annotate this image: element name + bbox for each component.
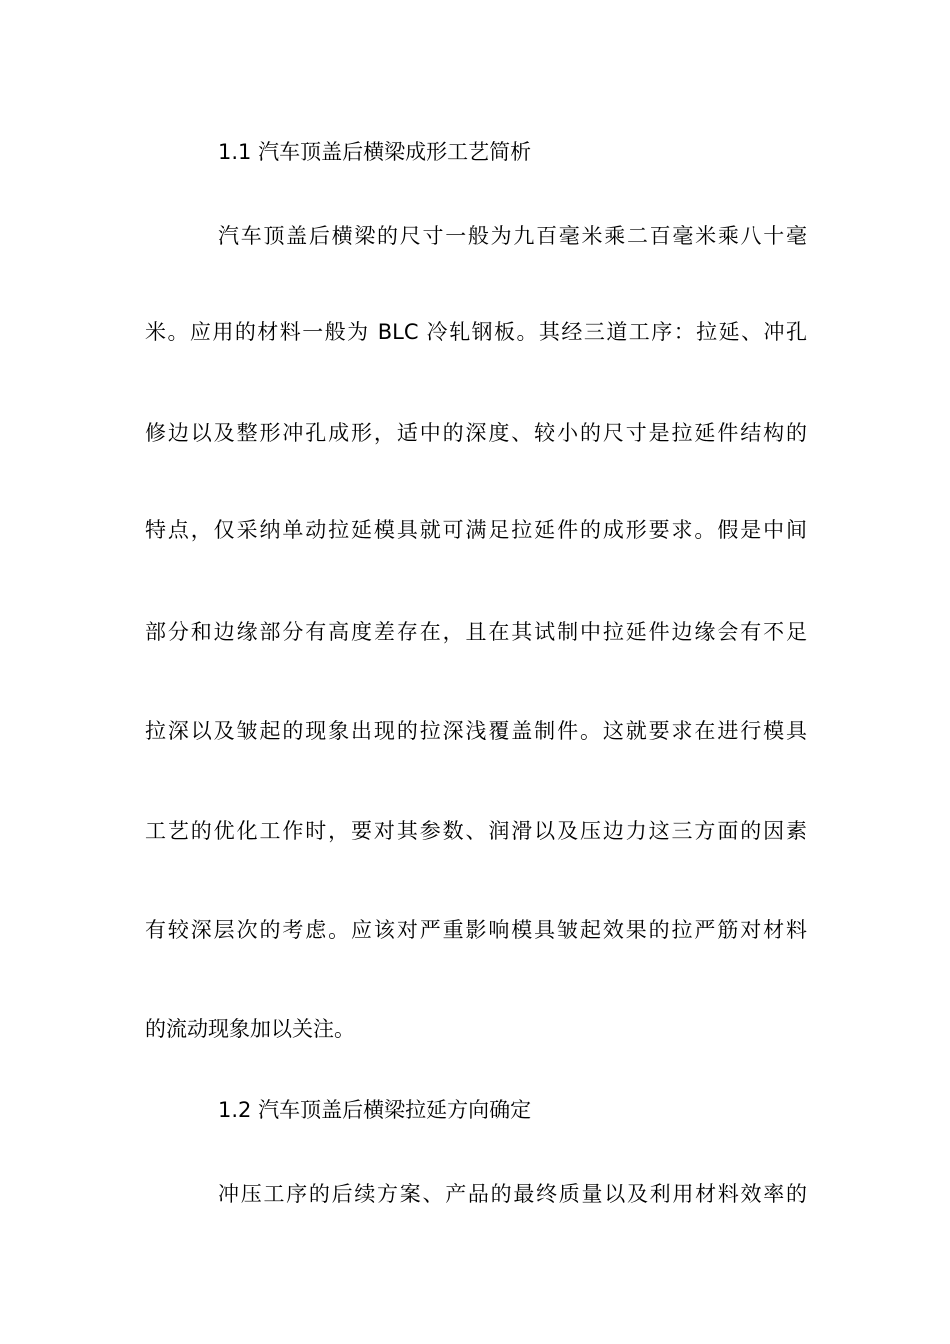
paragraph-line: 修边以及整形冲孔成形，适中的深度、较小的尺寸是拉延件结构的 [145,421,807,445]
paragraph-line: 拉深以及皱起的现象出现的拉深浅覆盖制件。这就要求在进行模具 [145,719,807,743]
paragraph-line: 有较深层次的考虑。应该对严重影响模具皱起效果的拉严筋对材料 [145,918,807,942]
paragraph-line: 部分和边缘部分有高度差存在，且在其试制中拉延件边缘会有不足 [145,620,807,644]
paragraph-line: 冲压工序的后续方案、产品的最终质量以及利用材料效率的 [218,1182,807,1206]
paragraph-line: 米。应用的材料一般为 BLC 冷轧钢板。其经三道工序：拉延、冲孔 [145,320,807,344]
paragraph-line: 汽车顶盖后横梁的尺寸一般为九百毫米乘二百毫米乘八十毫 [218,224,807,248]
paragraph-line: 特点，仅采纳单动拉延模具就可满足拉延件的成形要求。假是中间 [145,518,807,542]
section-heading-1-1: 1.1 汽车顶盖后横梁成形工艺简析 [218,140,532,164]
paragraph-line: 工艺的优化工作时，要对其参数、润滑以及压边力这三方面的因素 [145,819,807,843]
section-heading-1-2: 1.2 汽车顶盖后横梁拉延方向确定 [218,1098,532,1122]
paragraph-line: 的流动现象加以关注。 [145,1017,355,1041]
